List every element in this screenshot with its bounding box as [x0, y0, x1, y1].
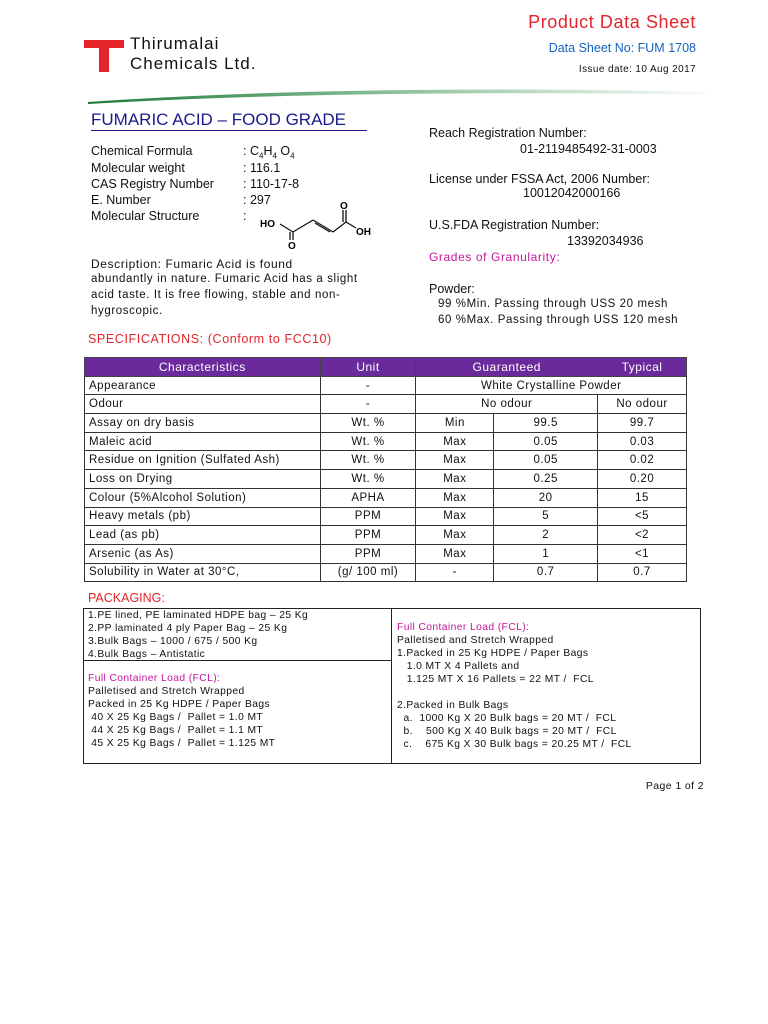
- left-fcl-block: [88, 672, 275, 750]
- table-cell: (g/ 100 ml): [320, 563, 416, 582]
- list-item: 1.0 MT X 4 Pallets and: [397, 661, 520, 672]
- description-line: acid taste. It is free flowing, stable and non-: [91, 289, 341, 301]
- table-cell: APHA: [320, 488, 416, 507]
- company-name-line1: Thirumalai: [130, 34, 220, 53]
- data-sheet-number: Data Sheet No: FUM 1708: [548, 41, 696, 55]
- table-cell: Lead (as pb): [85, 526, 321, 545]
- right-fcl-title: Full Container Load (FCL):: [397, 622, 530, 633]
- table-cell: 99.5: [494, 414, 598, 433]
- structure-label-o-bottom: O: [288, 241, 296, 250]
- description-line: abundantly in nature. Fumaric Acid has a slight: [91, 273, 358, 285]
- table-cell: Min: [416, 414, 494, 433]
- table-row: [85, 470, 687, 489]
- table-cell: Colour (5%Alcohol Solution): [85, 488, 321, 507]
- structure-label-oh: OH: [356, 227, 371, 238]
- table-row: [85, 544, 687, 563]
- table-cell: Maleic acid: [85, 432, 321, 451]
- left-fcl-title: Full Container Load (FCL):: [88, 673, 221, 684]
- packaging-list: [88, 609, 308, 661]
- fda-label: U.S.FDA Registration Number:: [429, 218, 600, 232]
- prop-value-structure: :: [243, 209, 247, 223]
- table-cell: Arsenic (as As): [85, 544, 321, 563]
- list-item: 4.Bulk Bags – Antistatic: [88, 649, 206, 660]
- table-cell: -: [416, 563, 494, 582]
- table-cell: <5: [598, 507, 687, 526]
- table-cell: Heavy metals (pb): [85, 507, 321, 526]
- prop-label-cas: CAS Registry Number: [91, 177, 214, 191]
- list-item: a. 1000 Kg X 20 Bulk bags = 20 MT / FCL: [397, 713, 617, 724]
- table-cell: 0.7: [494, 563, 598, 582]
- table-cell: Wt. %: [320, 414, 416, 433]
- column-header: Typical: [598, 358, 687, 377]
- table-cell: Max: [416, 488, 494, 507]
- table-cell: 0.03: [598, 432, 687, 451]
- table-cell: PPM: [320, 526, 416, 545]
- table-row: [85, 526, 687, 545]
- table-cell: <2: [598, 526, 687, 545]
- list-item: 1.125 MT X 16 Pallets = 22 MT / FCL: [397, 674, 594, 685]
- prop-value-formula: : $C_4H_4$ $O_4$: [243, 144, 295, 161]
- prop-label-enumber: E. Number: [91, 193, 151, 207]
- table-cell: Assay on dry basis: [85, 414, 321, 433]
- list-item: 45 X 25 Kg Bags / Pallet = 1.125 MT: [88, 738, 276, 749]
- table-row: [85, 414, 687, 433]
- table-cell: Wt. %: [320, 432, 416, 451]
- right-fcl-block: [397, 621, 632, 751]
- table-cell: Solubility in Water at 30°C,: [85, 563, 321, 582]
- table-row: [85, 432, 687, 451]
- prop-label-molweight: Molecular weight: [91, 161, 185, 175]
- granularity-heading: Grades of Granularity:: [429, 250, 561, 264]
- table-cell: 0.20: [598, 470, 687, 489]
- table-cell: 0.05: [494, 451, 598, 470]
- table-cell: PPM: [320, 507, 416, 526]
- table-cell: -: [320, 395, 416, 414]
- page-title: Product Data Sheet: [528, 12, 696, 32]
- structure-label-ho: HO: [260, 219, 275, 230]
- table-cell: 2: [494, 526, 598, 545]
- list-item: 2.Packed in Bulk Bags: [397, 700, 509, 711]
- description-line: hygroscopic.: [91, 305, 163, 317]
- table-header-row: [85, 358, 687, 377]
- structure-label-o-top: O: [340, 201, 348, 212]
- table-cell: <1: [598, 544, 687, 563]
- fssa-label: License under FSSA Act, 2006 Number:: [429, 172, 650, 186]
- table-row: [85, 488, 687, 507]
- table-cell: Max: [416, 470, 494, 489]
- table-cell: Loss on Drying: [85, 470, 321, 489]
- list-item: 1.Packed in 25 Kg HDPE / Paper Bags: [397, 648, 589, 659]
- table-row: [85, 395, 687, 414]
- fssa-value: 10012042000166: [523, 186, 621, 200]
- company-logo-icon: [84, 40, 124, 72]
- prop-value-cas: : 110-17-8: [243, 177, 300, 191]
- table-cell: Wt. %: [320, 451, 416, 470]
- table-row: [85, 451, 687, 470]
- table-row: [85, 507, 687, 526]
- table-cell: 20: [494, 488, 598, 507]
- packaging-heading: PACKAGING:: [88, 591, 165, 605]
- list-item: Packed in 25 Kg HDPE / Paper Bags: [88, 699, 271, 710]
- page-number: Page 1 of 2: [645, 780, 704, 792]
- table-row: [85, 563, 687, 582]
- powder-line: 60 %Max. Passing through USS 120 mesh: [438, 314, 679, 326]
- product-title-underline: [91, 130, 367, 131]
- description-line: Description: Fumaric Acid is found: [91, 257, 293, 271]
- table-cell: Odour: [85, 395, 321, 414]
- table-cell: Appearance: [85, 376, 321, 395]
- list-item: 44 X 25 Kg Bags / Pallet = 1.1 MT: [88, 725, 264, 736]
- table-cell: 0.05: [494, 432, 598, 451]
- table-cell: Max: [416, 526, 494, 545]
- molecular-structure-diagram: [258, 198, 380, 250]
- column-header: Characteristics: [85, 358, 321, 377]
- company-name-line2: Chemicals Ltd.: [130, 54, 257, 73]
- table-cell: 0.7: [598, 563, 687, 582]
- table-cell: Max: [416, 451, 494, 470]
- table-cell: Max: [416, 432, 494, 451]
- table-cell: White Crystalline Powder: [416, 376, 687, 395]
- list-item: 2.PP laminated 4 ply Paper Bag – 25 Kg: [88, 623, 288, 634]
- prop-label-structure: Molecular Structure: [91, 209, 200, 223]
- prop-value-enumber: : 297: [243, 193, 271, 207]
- table-cell: -: [320, 376, 416, 395]
- list-item: b. 500 Kg X 40 Bulk bags = 20 MT / FCL: [397, 726, 617, 737]
- table-cell: Wt. %: [320, 470, 416, 489]
- issue-date: Issue date: 10 Aug 2017: [578, 64, 696, 75]
- table-cell: 5: [494, 507, 598, 526]
- column-header: Guaranteed: [416, 358, 598, 377]
- reach-value: 01-2119485492-31-0003: [520, 142, 657, 156]
- product-title: FUMARIC ACID – FOOD GRADE: [91, 110, 347, 129]
- table-row: [85, 376, 687, 395]
- specifications-heading: SPECIFICATIONS: (Conform to FCC10): [88, 332, 332, 346]
- table-cell: 0.02: [598, 451, 687, 470]
- powder-label: Powder:: [429, 282, 475, 296]
- column-header: Unit: [320, 358, 416, 377]
- list-item: Palletised and Stretch Wrapped: [397, 635, 554, 646]
- list-item: c. 675 Kg X 30 Bulk bags = 20.25 MT / FCL: [397, 739, 632, 750]
- table-cell: No odour: [416, 395, 598, 414]
- list-item: 1.PE lined, PE laminated HDPE bag – 25 Kg: [88, 610, 309, 621]
- specifications-table: [84, 357, 687, 582]
- packaging-divider: [391, 608, 392, 763]
- table-cell: 99.7: [598, 414, 687, 433]
- table-cell: Max: [416, 507, 494, 526]
- list-item: [397, 686, 632, 699]
- table-cell: 15: [598, 488, 687, 507]
- table-cell: Max: [416, 544, 494, 563]
- powder-line: 99 %Min. Passing through USS 20 mesh: [438, 298, 668, 310]
- prop-value-molweight: : 116.1: [243, 161, 281, 175]
- table-cell: No odour: [598, 395, 687, 414]
- table-cell: PPM: [320, 544, 416, 563]
- table-cell: 0.25: [494, 470, 598, 489]
- fda-value: 13392034936: [567, 234, 644, 248]
- header-swoosh-divider: [88, 80, 718, 106]
- list-item: 3.Bulk Bags – 1000 / 675 / 500 Kg: [88, 636, 258, 647]
- list-item: Palletised and Stretch Wrapped: [88, 686, 245, 697]
- prop-label-formula: Chemical Formula: [91, 144, 193, 158]
- table-cell: 1: [494, 544, 598, 563]
- table-cell: Residue on Ignition (Sulfated Ash): [85, 451, 321, 470]
- reach-label: Reach Registration Number:: [429, 126, 587, 140]
- list-item: 40 X 25 Kg Bags / Pallet = 1.0 MT: [88, 712, 264, 723]
